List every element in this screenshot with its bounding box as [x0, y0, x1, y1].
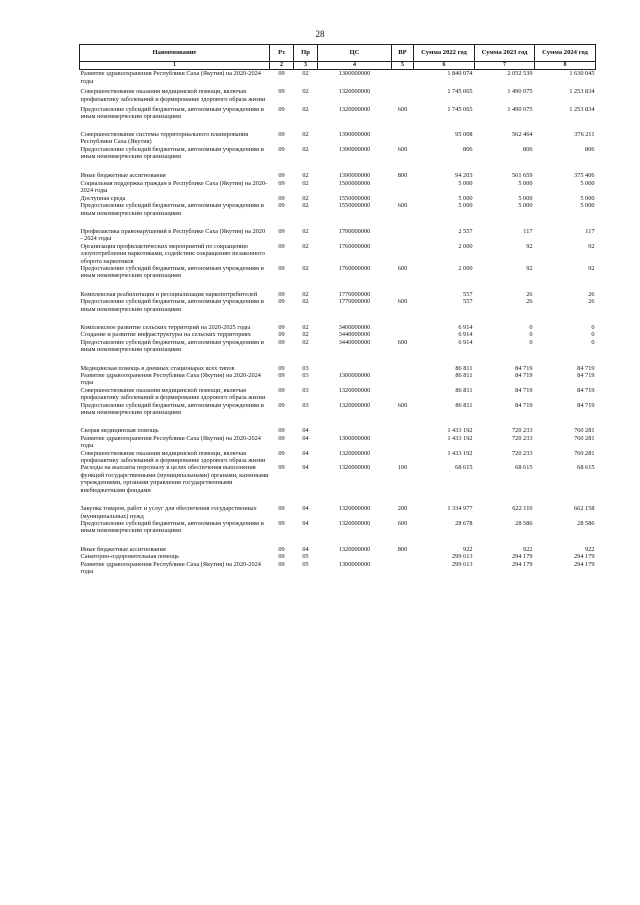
row-vr: 600 — [397, 519, 408, 527]
row-rz: 09 — [278, 434, 285, 442]
row-pr: 02 — [302, 145, 309, 153]
column-index: 3 — [294, 62, 318, 70]
row-name: Социальная поддержка граждан в Республике Саха (Якутия) на 2020-2024 годы — [80, 179, 268, 195]
table-row — [80, 331, 596, 338]
row-sum-2023: 84 719 — [515, 372, 533, 379]
row-pr: 03 — [302, 386, 309, 394]
row-rz: 09 — [278, 372, 285, 379]
row-sum-2024: 26 — [588, 298, 595, 306]
row-sum-2023: 720 233 — [512, 434, 533, 442]
column-index: 6 — [414, 62, 475, 70]
row-sum-2024: 5 000 — [580, 194, 595, 202]
table-row — [80, 103, 596, 121]
table-row — [80, 160, 596, 179]
row-vr — [392, 331, 414, 338]
row-sum-2023: 294 179 — [512, 553, 533, 561]
row-sum-2022: 299 613 — [452, 553, 473, 561]
row-rz: 09 — [278, 449, 285, 457]
row-pr: 02 — [302, 227, 309, 235]
row-vr — [392, 195, 414, 202]
row-sum-2023: 1 490 075 — [507, 88, 533, 96]
row-cs: 1320000000 — [338, 401, 371, 409]
row-cs: 1320000000 — [338, 505, 371, 513]
row-sum-2022: 1 745 065 — [447, 106, 473, 114]
row-cs: 1300000000 — [338, 434, 371, 442]
table-row — [80, 180, 596, 195]
table-row — [80, 243, 596, 265]
row-sum-2024: 662 158 — [574, 505, 595, 513]
row-sum-2024: 760 281 — [574, 449, 595, 457]
column-index: 7 — [475, 62, 535, 70]
row-cs: 3400000000 — [338, 323, 371, 331]
row-pr: 04 — [302, 427, 309, 435]
row-sum-2022: 922 — [463, 545, 473, 553]
row-rz: 09 — [278, 194, 285, 202]
row-sum-2024: 1 630 045 — [569, 70, 595, 78]
row-sum-2022: 28 678 — [455, 519, 473, 527]
row-sum-2022: 5 000 — [458, 179, 473, 187]
header-rz: Рз — [270, 45, 294, 62]
row-vr: 600 — [397, 298, 408, 306]
row-rz: 09 — [278, 227, 285, 235]
row-pr: 02 — [302, 202, 309, 210]
row-sum-2024: 117 — [585, 227, 595, 235]
table-row — [80, 402, 596, 417]
table-row — [80, 553, 596, 560]
header-sum-2023: Сумма 2023 год — [475, 45, 535, 62]
row-rz: 09 — [278, 290, 285, 298]
row-pr: 02 — [302, 290, 309, 298]
row-sum-2023: 294 179 — [512, 560, 533, 568]
table-row — [80, 70, 596, 85]
row-name: Скорая медицинская помощь — [80, 427, 159, 435]
row-rz: 09 — [278, 560, 285, 568]
row-sum-2022: 1 334 977 — [447, 505, 473, 513]
row-sum-2022: 86 811 — [455, 386, 473, 394]
row-cs: 1700000000 — [338, 227, 371, 235]
row-sum-2022: 2 000 — [458, 264, 473, 272]
row-cs: 1320000000 — [338, 106, 371, 114]
row-rz: 09 — [278, 401, 285, 409]
table-row — [80, 372, 596, 387]
row-pr: 02 — [302, 298, 309, 306]
row-pr: 02 — [302, 106, 309, 114]
row-rz: 09 — [278, 519, 285, 527]
row-rz: 09 — [278, 298, 285, 306]
row-sum-2024: 922 — [585, 545, 595, 553]
row-sum-2022: 95 008 — [455, 130, 473, 138]
row-rz: 09 — [278, 505, 285, 513]
row-rz: 09 — [278, 106, 285, 114]
row-vr — [392, 354, 414, 372]
row-pr: 04 — [302, 519, 309, 527]
row-sum-2022: 6 914 — [458, 331, 473, 339]
row-sum-2024: 760 281 — [574, 427, 595, 435]
row-sum-2022: 86 811 — [455, 401, 473, 409]
row-sum-2023: 922 — [523, 545, 533, 553]
row-cs: 1320000000 — [338, 464, 371, 472]
row-vr: 600 — [397, 202, 408, 210]
row-sum-2023: 5 000 — [518, 179, 533, 187]
row-name: Совершенствование оказания медицинской помощи, включая профилактику заболеваний и формирование здорового образа жизни — [80, 88, 266, 103]
row-name: Иные бюджетные ассигнования — [80, 172, 166, 180]
row-name: Предоставление субсидий бюджетным, автономным учреждениям и иным некоммерческим организациям — [80, 519, 264, 535]
row-vr — [392, 435, 414, 450]
row-sum-2023: 84 719 — [515, 386, 533, 394]
row-sum-2024: 0 — [591, 338, 595, 346]
row-sum-2023: 117 — [523, 227, 533, 235]
row-pr: 05 — [302, 553, 309, 561]
row-name: Развитие здравоохранения Республики Саха (Якутия) на 2020-2024 годы — [80, 70, 261, 85]
row-sum-2023: 5 000 — [518, 202, 533, 210]
row-cs — [318, 416, 392, 434]
row-sum-2022: 2 557 — [458, 227, 473, 235]
row-rz: 09 — [278, 130, 285, 138]
column-index: 8 — [535, 62, 596, 70]
row-cs — [318, 553, 392, 560]
row-pr: 03 — [302, 372, 309, 379]
header-vr: ВР — [392, 45, 414, 62]
row-rz: 09 — [278, 242, 285, 250]
row-cs: 1390000000 — [338, 172, 371, 180]
row-vr — [392, 70, 414, 85]
row-cs: 1760000000 — [338, 264, 371, 272]
row-name: Организация профилактических мероприятий по сокращению злоупотребления наркотиками, содействие сокращению незаконного оборота наркотиков — [80, 242, 265, 265]
table-row — [80, 339, 596, 354]
row-sum-2023: 622 110 — [512, 505, 533, 513]
row-name: Санаторно-оздоровительная помощь — [80, 553, 180, 561]
column-index: 5 — [392, 62, 414, 70]
row-sum-2023: 28 586 — [515, 519, 533, 527]
row-cs: 1300000000 — [338, 372, 371, 379]
row-sum-2024: 84 719 — [577, 364, 595, 372]
row-name: Предоставление субсидий бюджетным, автономным учреждениям и иным некоммерческим организациям — [80, 264, 264, 280]
budget-table — [79, 44, 596, 575]
row-vr — [392, 416, 414, 434]
row-vr: 800 — [397, 545, 408, 553]
row-name: Развитие здравоохранения Республики Саха (Якутия) на 2020-2024 годы — [80, 560, 261, 575]
row-vr: 600 — [397, 401, 408, 409]
row-name: Комплексная реабилитация и ресоциализация наркопотребителей — [80, 290, 258, 298]
row-cs: 1770000000 — [338, 290, 371, 298]
row-pr: 02 — [302, 70, 309, 78]
row-sum-2024: 68 615 — [577, 464, 595, 472]
row-vr — [392, 372, 414, 387]
row-sum-2023: 92 — [526, 264, 533, 272]
table-row — [80, 202, 596, 217]
row-pr: 05 — [302, 560, 309, 568]
column-index: 4 — [318, 62, 392, 70]
row-rz: 09 — [278, 545, 285, 553]
row-pr: 02 — [302, 264, 309, 272]
table-row — [80, 298, 596, 313]
row-name: Расходы на выплаты персоналу в целях обеспечения выполнения функций государственными (муниципальными) органами, казенными учреждениями, органами управления государственными внебюджетными фондами — [80, 464, 269, 494]
row-sum-2022: 5 000 — [458, 202, 473, 210]
row-vr: 600 — [397, 338, 408, 346]
row-name: Совершенствование системы территориального планирования Республики Саха (Якутия) — [80, 130, 249, 146]
row-vr — [392, 121, 414, 146]
row-sum-2024: 28 586 — [577, 519, 595, 527]
row-cs: 1760000000 — [338, 242, 371, 250]
row-cs: 1300000000 — [338, 560, 371, 568]
row-pr: 02 — [302, 338, 309, 346]
row-sum-2024: 760 281 — [574, 434, 595, 442]
row-cs: 1500000000 — [338, 179, 371, 187]
row-vr — [392, 450, 414, 465]
row-sum-2024: 84 719 — [577, 372, 595, 379]
table-row — [80, 265, 596, 280]
row-sum-2024: 0 — [591, 331, 595, 339]
row-vr — [392, 553, 414, 560]
row-name: Предоставление субсидий бюджетным, автономным учреждениям и иным некоммерческим организациям — [80, 338, 264, 354]
row-pr: 02 — [302, 130, 309, 138]
row-sum-2023: 26 — [526, 290, 533, 298]
row-cs: 1320000000 — [338, 386, 371, 394]
row-rz: 09 — [278, 427, 285, 435]
row-sum-2023: 562 464 — [512, 130, 533, 138]
row-cs: 1390000000 — [338, 145, 371, 153]
row-pr: 02 — [302, 331, 309, 339]
row-cs: 1320000000 — [338, 449, 371, 457]
row-name: Предоставление субсидий бюджетным, автономным учреждениям и иным некоммерческим организациям — [80, 401, 264, 417]
row-sum-2024: 806 — [585, 145, 595, 153]
row-sum-2023: 1 490 075 — [507, 106, 533, 114]
row-sum-2023: 5 000 — [518, 194, 533, 202]
row-sum-2024: 1 253 834 — [569, 106, 595, 114]
column-index: 2 — [270, 62, 294, 70]
row-sum-2022: 1 745 065 — [447, 88, 473, 96]
row-sum-2022: 6 914 — [458, 323, 473, 331]
row-vr — [392, 243, 414, 265]
table-row — [80, 450, 596, 465]
row-sum-2022: 1 433 192 — [447, 434, 473, 442]
row-sum-2024: 294 179 — [574, 553, 595, 561]
row-sum-2022: 1 840 074 — [447, 70, 473, 78]
row-cs: 3440000000 — [338, 338, 371, 346]
table-row — [80, 464, 596, 494]
row-pr: 04 — [302, 449, 309, 457]
table-row — [80, 435, 596, 450]
row-sum-2024: 1 253 834 — [569, 88, 595, 96]
row-sum-2022: 94 203 — [455, 172, 473, 180]
row-rz: 09 — [278, 386, 285, 394]
table-row — [80, 121, 596, 146]
row-sum-2023: 92 — [526, 242, 533, 250]
row-sum-2023: 561 659 — [512, 172, 533, 180]
row-rz: 09 — [278, 88, 285, 96]
row-sum-2023: 84 719 — [515, 401, 533, 409]
header-sum-2024: Сумма 2024 год — [535, 45, 596, 62]
row-cs — [318, 354, 392, 372]
row-rz: 09 — [278, 70, 285, 78]
table-row — [80, 217, 596, 243]
row-sum-2022: 557 — [463, 298, 473, 306]
table-row — [80, 494, 596, 520]
row-name: Совершенствование оказания медицинской помощи, включая профилактику заболеваний и формирование здорового образа жизни — [80, 386, 266, 402]
row-vr: 600 — [397, 264, 408, 272]
row-sum-2022: 2 000 — [458, 242, 473, 250]
row-sum-2024: 5 000 — [580, 179, 595, 187]
row-vr — [392, 180, 414, 195]
row-sum-2024: 376 211 — [574, 130, 595, 138]
row-sum-2024: 5 000 — [580, 202, 595, 210]
table-row — [80, 387, 596, 402]
header-cs: ЦС — [318, 45, 392, 62]
row-sum-2023: 720 233 — [512, 427, 533, 435]
row-rz: 09 — [278, 202, 285, 210]
row-cs: 1550000000 — [338, 194, 371, 202]
row-sum-2022: 5 000 — [458, 194, 473, 202]
column-index: 1 — [80, 62, 270, 70]
row-pr: 04 — [302, 434, 309, 442]
row-pr: 02 — [302, 88, 309, 96]
row-pr: 04 — [302, 505, 309, 513]
row-sum-2024: 375 406 — [574, 172, 595, 180]
row-cs: 1320000000 — [338, 88, 371, 96]
row-sum-2023: 68 615 — [515, 464, 533, 472]
row-sum-2024: 0 — [591, 323, 595, 331]
table-row — [80, 195, 596, 202]
row-pr: 02 — [302, 323, 309, 331]
row-name: Предоставление субсидий бюджетным, автономным учреждениям и иным некоммерческим организациям — [80, 298, 264, 313]
row-name: Предоставление субсидий бюджетным, автономным учреждениям и иным некоммерческим организациям — [80, 106, 264, 121]
row-sum-2024: 294 179 — [574, 560, 595, 568]
row-sum-2022: 1 433 192 — [447, 449, 473, 457]
row-sum-2022: 557 — [463, 290, 473, 298]
row-pr: 02 — [302, 194, 309, 202]
row-sum-2024: 92 — [588, 264, 595, 272]
row-sum-2023: 720 233 — [512, 449, 533, 457]
row-cs: 3440000000 — [338, 331, 371, 339]
row-sum-2023: 2 052 539 — [507, 70, 533, 78]
table-header-row — [80, 45, 596, 62]
row-name: Медицинская помощь в дневных стационарах всех типов — [80, 364, 235, 372]
row-name: Комплексное развитие сельских территорий на 2020-2025 годы — [80, 323, 251, 331]
row-sum-2024: 84 719 — [577, 386, 595, 394]
table-row — [80, 85, 596, 103]
row-name: Развитие здравоохранения Республики Саха (Якутия) на 2020-2024 годы — [80, 372, 261, 387]
table-row — [80, 354, 596, 372]
row-vr: 200 — [397, 505, 408, 513]
row-name: Создание и развитие инфраструктуры на сельских территориях — [80, 331, 251, 339]
row-rz: 09 — [278, 464, 285, 472]
column-index-row — [80, 62, 596, 70]
row-vr — [392, 217, 414, 243]
row-cs: 1300000000 — [338, 70, 371, 78]
row-sum-2024: 92 — [588, 242, 595, 250]
row-sum-2023: 0 — [529, 323, 533, 331]
row-sum-2022: 86 811 — [455, 372, 473, 379]
row-sum-2022: 299 613 — [452, 560, 473, 568]
row-name: Закупка товаров, работ и услуг для обеспечения государственных (муниципальных) нужд — [80, 505, 257, 520]
row-sum-2022: 86 811 — [455, 364, 473, 372]
row-sum-2023: 0 — [529, 331, 533, 339]
row-vr: 800 — [397, 172, 408, 180]
row-vr: 600 — [397, 145, 408, 153]
row-vr — [392, 387, 414, 402]
row-name: Совершенствование оказания медицинской помощи, включая профилактику заболеваний и формирование здорового образа жизни — [80, 449, 266, 465]
header-pr: Пр — [294, 45, 318, 62]
row-cs: 1320000000 — [338, 545, 371, 553]
row-rz: 09 — [278, 553, 285, 561]
table-row — [80, 280, 596, 298]
row-name: Иные бюджетные ассигнования — [80, 545, 166, 553]
row-sum-2022: 6 914 — [458, 338, 473, 346]
row-pr: 02 — [302, 179, 309, 187]
row-name: Предоставление субсидий бюджетным, автономным учреждениям и иным некоммерческим организациям — [80, 145, 264, 161]
row-sum-2023: 84 719 — [515, 364, 533, 372]
row-rz: 09 — [278, 145, 285, 153]
row-name: Доступная среда — [80, 194, 126, 202]
row-vr — [392, 85, 414, 103]
row-pr: 04 — [302, 545, 309, 553]
row-pr: 02 — [302, 242, 309, 250]
row-pr: 04 — [302, 464, 309, 472]
row-sum-2024: 26 — [588, 290, 595, 298]
row-sum-2023: 0 — [529, 338, 533, 346]
table-row — [80, 313, 596, 331]
row-rz: 09 — [278, 179, 285, 187]
row-name: Развитие здравоохранения Республики Саха (Якутия) на 2020-2024 годы — [80, 434, 261, 450]
row-sum-2023: 806 — [523, 145, 533, 153]
page-number: 28 — [315, 29, 325, 39]
row-rz: 09 — [278, 323, 285, 331]
row-rz: 09 — [278, 264, 285, 272]
row-sum-2022: 806 — [463, 145, 473, 153]
row-name: Предоставление субсидий бюджетным, автономным учреждениям и иным некоммерческим организациям — [80, 202, 264, 217]
row-rz: 09 — [278, 172, 285, 180]
row-rz: 09 — [278, 331, 285, 339]
row-sum-2023: 26 — [526, 298, 533, 306]
row-rz: 09 — [278, 364, 285, 372]
table-row — [80, 535, 596, 553]
row-cs: 1770000000 — [338, 298, 371, 306]
row-cs: 1390000000 — [338, 130, 371, 138]
row-cs: 1320000000 — [338, 519, 371, 527]
row-pr: 03 — [302, 401, 309, 409]
row-vr — [392, 280, 414, 298]
row-pr: 02 — [302, 172, 309, 180]
table-row — [80, 561, 596, 576]
header-sum-2022: Сумма 2022 год — [414, 45, 475, 62]
row-sum-2022: 1 433 192 — [447, 427, 473, 435]
row-sum-2022: 68 615 — [455, 464, 473, 472]
table-row — [80, 520, 596, 535]
row-vr: 100 — [397, 464, 408, 472]
row-vr — [392, 561, 414, 576]
table-row — [80, 146, 596, 161]
table-body — [80, 70, 596, 575]
row-name: Профилактика правонарушений в Республике Саха (Якутия) на 2020 - 2024 годы — [80, 227, 266, 243]
row-vr — [392, 313, 414, 331]
row-sum-2024: 84 719 — [577, 401, 595, 409]
row-vr: 600 — [397, 106, 408, 114]
table-row — [80, 416, 596, 434]
row-rz: 09 — [278, 338, 285, 346]
row-pr: 03 — [302, 364, 309, 372]
header-name: Наименование — [80, 45, 270, 62]
row-cs: 1550000000 — [338, 202, 371, 210]
